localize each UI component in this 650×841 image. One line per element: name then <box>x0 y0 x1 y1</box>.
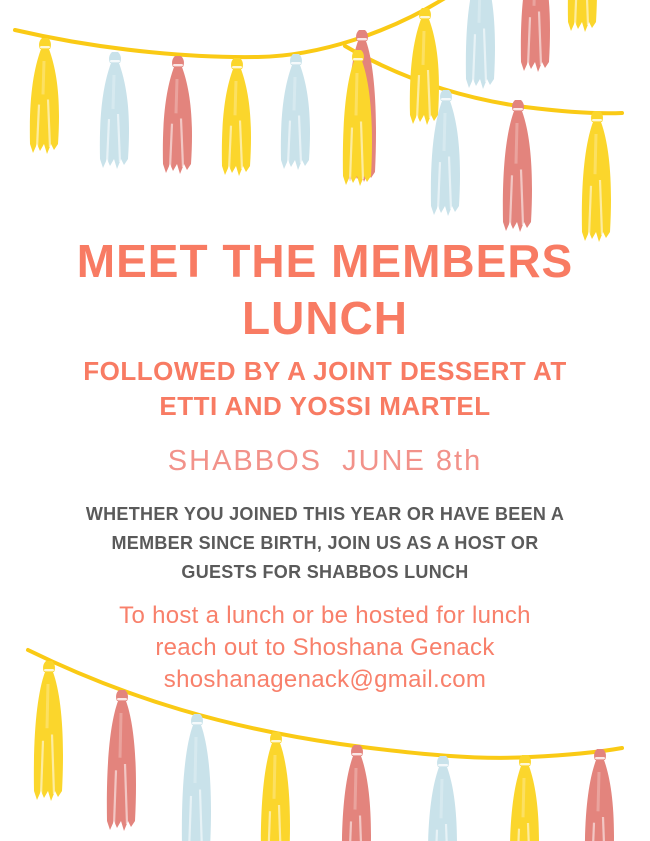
yellow-tassel-icon <box>410 8 439 125</box>
contact-info <box>0 600 650 696</box>
event-date: SHABBOS JUNE 8th <box>167 445 483 477</box>
contact-email: shoshanagenack@gmail.com <box>163 666 487 693</box>
title-line-2: LUNCH <box>242 292 408 344</box>
poster-subtitle <box>0 354 650 424</box>
contact-line-2: reach out to Shoshana Genack <box>155 634 495 661</box>
coral-tassel-icon <box>107 690 136 831</box>
body-line-3: GUESTS FOR SHABBOS LUNCH <box>181 562 469 582</box>
yellow-tassel-icon <box>222 58 251 176</box>
subtitle-line-1: FOLLOWED BY A JOINT DESSERT AT <box>83 356 567 386</box>
poster-body-text <box>0 500 650 587</box>
blue-tassel-icon <box>100 52 129 169</box>
coral-tassel-icon <box>521 0 550 72</box>
yellow-tassel-icon <box>510 755 539 841</box>
garland-string-top-main <box>15 0 445 57</box>
coral-tassel-icon <box>585 749 614 841</box>
body-line-1: WHETHER YOU JOINED THIS YEAR OR HAVE BEEN A <box>85 504 565 524</box>
blue-tassel-icon <box>428 756 457 841</box>
coral-tassel-icon <box>163 56 192 174</box>
yellow-tassel-icon <box>261 732 290 841</box>
contact-line-1: To host a lunch or be hosted for lunch <box>119 602 531 629</box>
body-line-2: MEMBER SINCE BIRTH, JOIN US AS A HOST OR <box>111 533 539 553</box>
yellow-tassel-icon <box>568 0 597 32</box>
blue-tassel-icon <box>466 0 495 89</box>
subtitle-line-2: ETTI AND YOSSI MARTEL <box>159 391 491 421</box>
yellow-tassel-icon <box>582 111 611 242</box>
title-line-1: MEET THE MEMBERS <box>76 235 574 287</box>
garland-tassels-top-main <box>30 8 439 182</box>
blue-tassel-icon <box>281 54 310 170</box>
yellow-tassel-icon <box>30 38 59 154</box>
garland-tassels-top-edge-cut <box>466 0 597 89</box>
blue-tassel-icon <box>182 714 211 841</box>
coral-tassel-icon <box>342 745 371 841</box>
poster-title <box>0 233 650 347</box>
coral-tassel-icon <box>503 100 532 232</box>
